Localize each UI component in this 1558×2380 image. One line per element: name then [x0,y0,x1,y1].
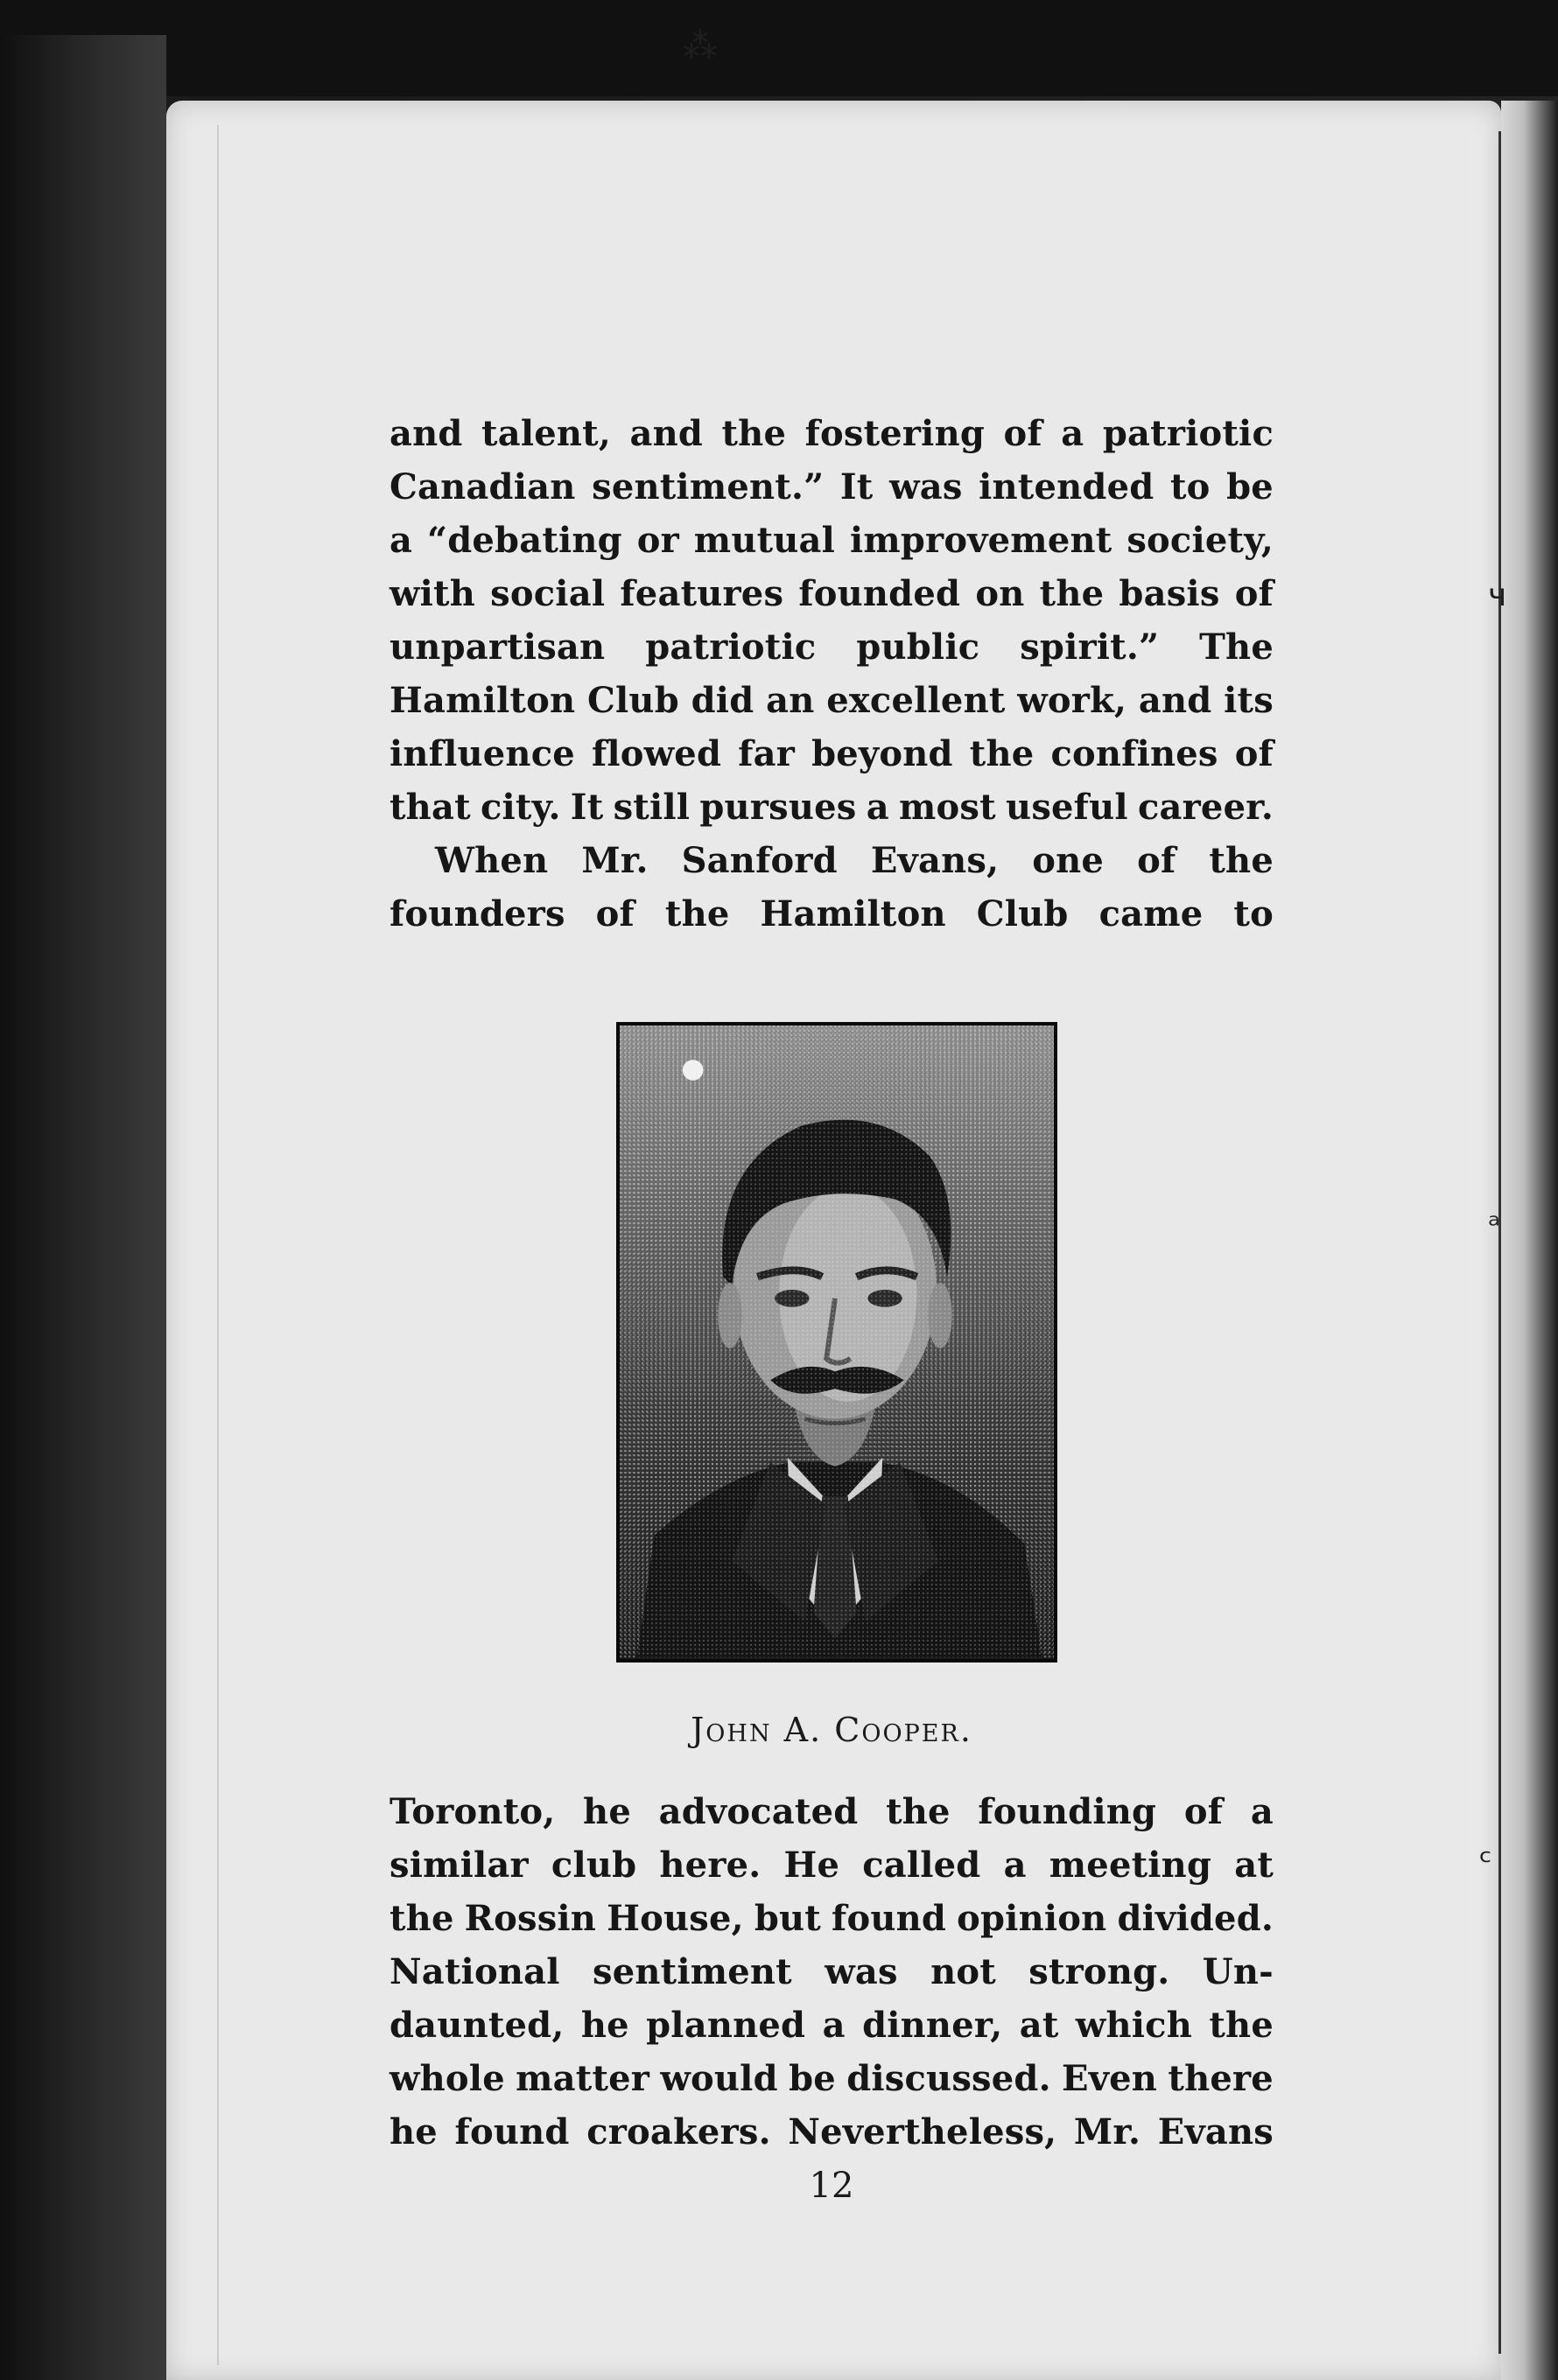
text-line: with social features founded on the basis of [390,573,1274,614]
text-line: National sentiment was not strong. Un- [390,1951,1274,1992]
text-line: Canadian sentiment.” It was intended to be [390,466,1274,508]
text-line: similar club here. He called a meeting at [390,1844,1274,1886]
portrait-illustration [620,1026,1054,1659]
book-gutter [1501,101,1558,2380]
text-line: unpartisan patriotic public spirit.” The [390,626,1274,668]
text-line: the Rossin House, but found opinion divided. [390,1898,1274,1939]
scan-speck-mark: ⁂ [683,26,718,66]
text-line: he found croakers. Nevertheless, Mr. Evans [390,2111,1274,2152]
text-line: Hamilton Club did an excellent work, and its [390,680,1274,721]
paragraph-continued [390,407,1274,941]
text-line: influence flowed far beyond the confines of [390,733,1274,774]
book-cover-edge [0,35,166,2380]
margin-speck-mark: ᵃ [1488,1208,1501,1243]
text-line: Toronto, he advocated the founding of a [390,1791,1274,1832]
portrait-photo [616,1022,1057,1662]
text-line: a “debating or mutual improvement society, [390,520,1274,561]
text-line: and talent, and the fostering of a patriotic [390,413,1274,454]
text-line: that city. It still pursues a most useful career. [390,787,1274,828]
text-line: daunted, he planned a dinner, at which the [390,2005,1274,2046]
text-line: founders of the Hamilton Club came to [390,893,1274,934]
margin-speck-mark: ч [1488,578,1507,613]
paragraph-after-photo [390,1785,1274,2159]
caption-text: John A. Cooper. [691,1711,972,1749]
photo-caption [390,1711,1274,1749]
scan-top-edge [0,0,1558,96]
text-line: whole matter would be discussed. Even there [390,2058,1274,2099]
text-line: When Mr. Sanford Evans, one of the [435,840,1274,881]
margin-speck-mark: ᶜ [1479,1842,1492,1882]
page-number: 12 [809,2166,854,2206]
